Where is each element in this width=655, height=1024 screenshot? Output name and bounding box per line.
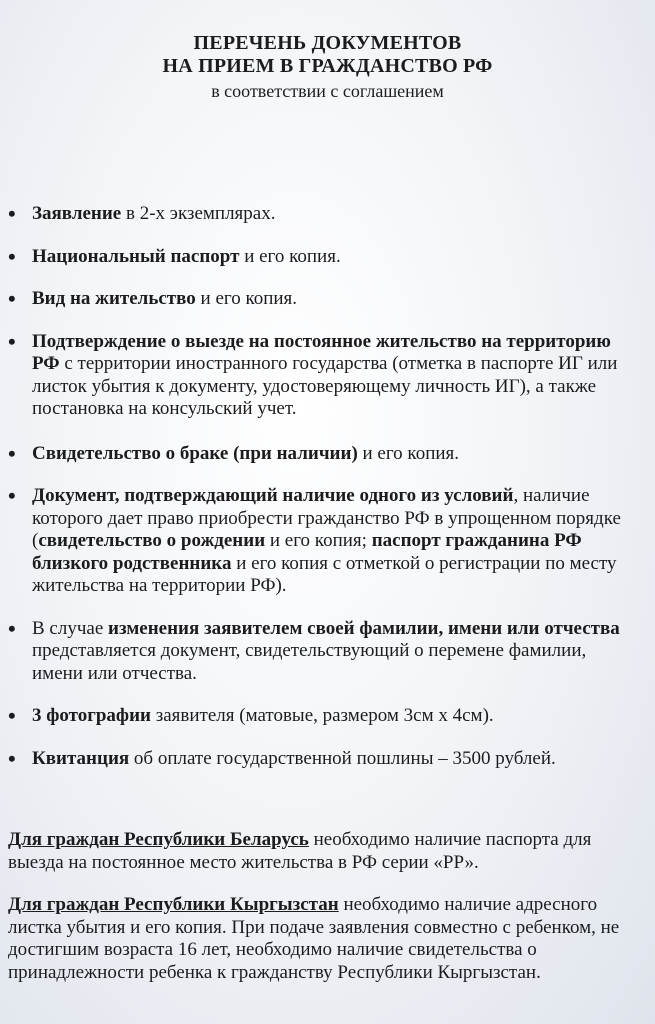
- note-belarus: [8, 829, 643, 874]
- document-header: [0, 0, 655, 102]
- item-text: , наличие которого дает право приобрести гражданство РФ в упрощенном порядке (: [32, 485, 621, 551]
- bullet-icon: •: [8, 243, 16, 269]
- note-text: необходимо наличие адресного листка убытия и его копия. При подаче заявления совместно с ребенком, не достигшим возраста 16 лет, необходимо наличие свидетельства о принадлежности ребенка к гражданству Республики Кыргызстан.: [8, 894, 620, 983]
- item-bold: Вид на жительство: [32, 288, 196, 309]
- title-line-2: НА ПРИЕМ В ГРАЖДАНСТВО РФ: [162, 55, 493, 77]
- item-bold: Заявление: [32, 203, 122, 224]
- bullet-icon: •: [8, 483, 16, 508]
- bullet-icon: •: [8, 703, 16, 728]
- bullet-icon: •: [8, 286, 16, 311]
- item-text: и его копия;: [265, 530, 372, 551]
- item-bold: Квитанция: [32, 747, 130, 769]
- documents-list: [8, 203, 641, 770]
- bullet-icon: •: [8, 440, 16, 466]
- item-text: представляется документ, свидетельствующий о перемене фамилии, имени или отчества.: [32, 640, 587, 684]
- item-text: и его копия с отметкой о регистрации по месту жительства на территории РФ).: [32, 552, 617, 596]
- item-bold: свидетельство о рождении: [38, 530, 266, 551]
- item-text: с территории иностранного государства (отметка в паспорте ИГ или листок убытия к документу, удостоверяющему личность ИГ), а также постановка на консульский учет.: [32, 353, 618, 419]
- item-text: и его копия.: [357, 442, 460, 464]
- bullet-icon: •: [8, 745, 16, 771]
- list-item: [8, 485, 641, 598]
- list-item: [8, 243, 641, 269]
- list-item: [8, 328, 641, 421]
- item-text: и его копия.: [239, 245, 341, 267]
- note-heading: Для граждан Республики Кыргызстан: [8, 894, 339, 915]
- item-bold: изменения заявителем своей фамилии, имени или отчества: [108, 617, 620, 639]
- item-bold: паспорт гражданина РФ близкого родственника: [32, 530, 582, 574]
- list-item: [8, 705, 641, 728]
- page-title: [0, 32, 655, 78]
- title-line-1: ПЕРЕЧЕНЬ ДОКУМЕНТОВ: [193, 32, 462, 54]
- note-heading: Для граждан Республики Беларусь: [8, 829, 309, 850]
- list-item: [8, 745, 641, 771]
- country-notes: [8, 829, 643, 984]
- item-text: об оплате государственной пошлины – 3500 рублей.: [129, 747, 556, 769]
- item-text: В случае: [32, 617, 109, 639]
- list-item: [8, 203, 641, 226]
- bullet-icon: •: [8, 328, 16, 354]
- bullet-icon: •: [8, 201, 16, 226]
- item-bold: Подтверждение о выезде на постоянное жительство на территорию РФ: [32, 330, 611, 374]
- note-text: необходимо наличие паспорта для выезда на постоянное место жительства в РФ серии «РР».: [8, 829, 592, 873]
- page-subtitle: в соответствии с соглашением: [211, 81, 444, 101]
- item-text: в 2-х экземплярах.: [121, 203, 276, 224]
- list-item: [8, 440, 641, 466]
- item-text: заявителя (матовые, размером 3см х 4см).: [150, 705, 494, 726]
- item-text: и его копия.: [195, 288, 298, 309]
- item-bold: Национальный паспорт: [32, 245, 240, 267]
- list-item: [8, 615, 641, 686]
- item-bold: 3 фотографии: [32, 705, 151, 726]
- item-bold: Свидетельство о браке (при наличии): [32, 442, 358, 464]
- bullet-icon: •: [8, 615, 16, 641]
- list-item: [8, 288, 641, 311]
- item-bold: Документ, подтверждающий наличие одного из условий: [32, 485, 514, 506]
- note-kyrgyzstan: [8, 894, 643, 984]
